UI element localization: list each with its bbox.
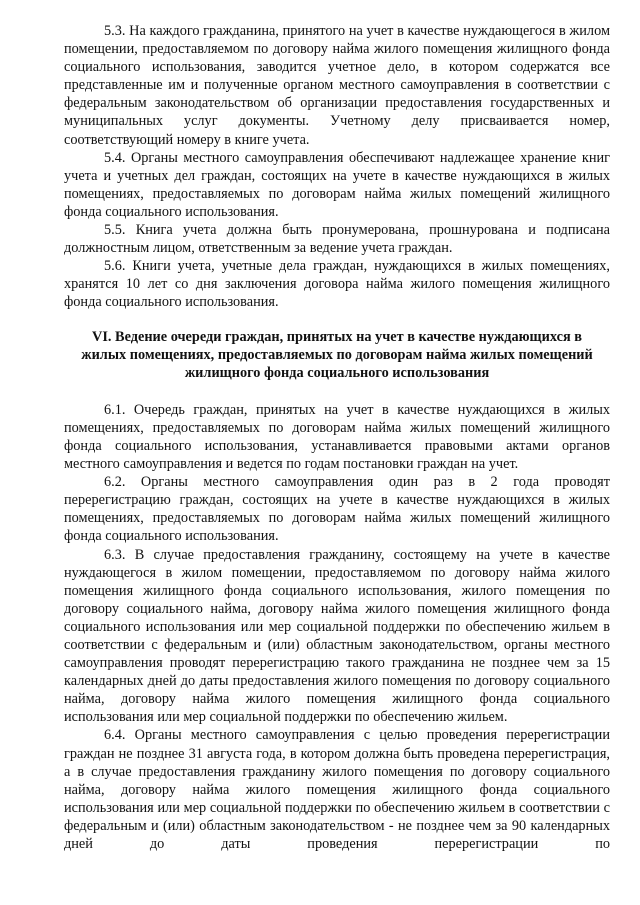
paragraph-6-3: 6.3. В случае предоставления гражданину, состоящему на учете в качестве нуждающегося в жилом помещении, предоставляемом по договору найма жилого помещения жилищного фонда социального использования, жилого помещения по договору социального найма, договору найма жилого помещения жилищного фонда социального использования или мер социальной поддержки по обеспечению жильем в соответствии с федеральным и (или) областным законодательством, органы местного самоуправления проводят перерегистрацию такого гражданина не позднее чем за 15 календарных дней до даты предоставления жилого помещения по договору социального найма, договору найма жилого помещения жилищного фонда социального использования или мер социальной поддержки по обеспечению жильем. <box>64 546 610 726</box>
paragraph-5-4: 5.4. Органы местного самоуправления обеспечивают надлежащее хранение книг учета и учетных дел граждан, состоящих на учете в качестве нуждающихся в жилых помещениях, предоставляемых по договорам найма жилых помещений жилищного фонда социального использования. <box>64 149 610 220</box>
paragraph-6-1: 6.1. Очередь граждан, принятых на учет в качестве нуждающихся в жилых помещениях, предоставляемых по договорам найма жилых помещений жилищного фонда социального использования, устанавливается правовыми актами органов местного самоуправления и ведется по годам постановки граждан на учет. <box>64 401 610 473</box>
paragraph-6-4: 6.4. Органы местного самоуправления с целью проведения перерегистрации граждан не позднее 31 августа года, в котором должна быть проведена перерегистрация, а в случае предоставления гражданину жилого помещения по договору социального найма, договору найма жилого помещения жилищного фонда социального использования или мер социальной поддержки по обеспечению жильем в соответствии с федеральным и (или) областным законодательством - не позднее чем за 90 календарных дней до даты проведения перерегистрации по <box>64 727 610 853</box>
paragraph-5-6: 5.6. Книги учета, учетные дела граждан, нуждающихся в жилых помещениях, хранятся 10 лет со дня заключения договора найма жилого помещения жилищного фонда социального использования. <box>64 258 610 311</box>
document-page <box>64 22 610 853</box>
paragraph-6-2: 6.2. Органы местного самоуправления один раз в 2 года проводят перерегистрацию граждан, состоящих на учете в качестве нуждающихся в жилых помещениях, предоставляемых по договорам найма жилых помещений жилищного фонда социального использования. <box>64 474 610 545</box>
paragraph-5-3: 5.3. На каждого гражданина, принятого на учет в качестве нуждающегося в жилом помещении, предоставляемом по договору найма жилого помещения жилищного фонда социального использования, заводится учетное дело, в котором содержатся все представленные им и полученные органом местного самоуправления в соответствии с федеральным законодательством об организации предоставления государственных и муниципальных услуг документы. Учетному делу присваивается номер, соответствующий номеру в книге учета. <box>64 23 610 148</box>
paragraph-5-5: 5.5. Книга учета должна быть пронумерована, прошнурована и подписана должностным лицом, ответственным за ведение учета граждан. <box>64 222 610 257</box>
section-6-heading: VI. Ведение очереди граждан, принятых на учет в качестве нуждающихся в жилых помещениях, предоставляемых по договорам найма жилых помещений жилищного фонда социального использования <box>81 328 593 381</box>
